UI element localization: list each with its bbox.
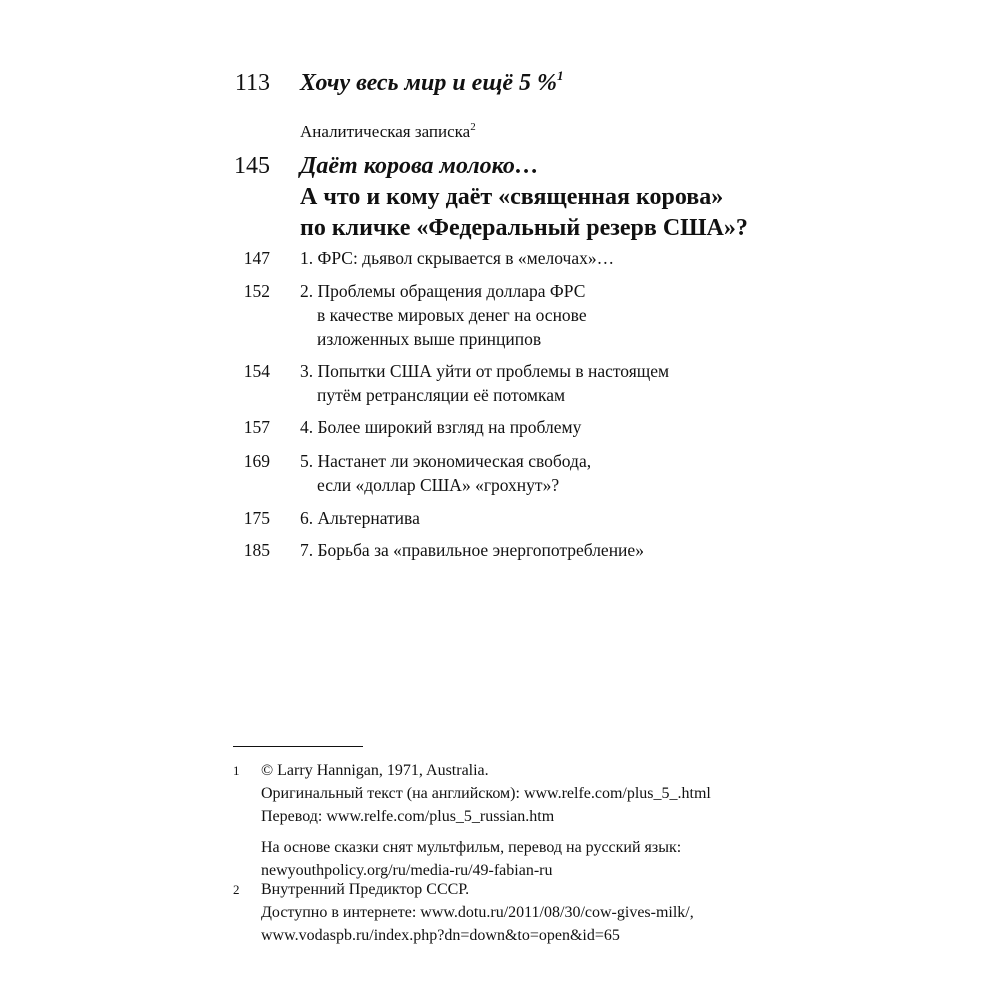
- footnote-line: www.vodaspb.ru/index.php?dn=down&to=open&id=65: [261, 927, 620, 944]
- toc-item: [300, 506, 420, 530]
- toc-item-line: 6. Альтернатива: [300, 508, 420, 528]
- toc-item-line: если «доллар США» «грохнут»?: [317, 475, 560, 495]
- toc-item: [300, 449, 591, 497]
- footnote-line: Оригинальный текст (на английском): www.relfe.com/plus_5_.html: [261, 785, 711, 802]
- toc-item-line: 3. Попытки США уйти от проблемы в настоящем: [300, 361, 670, 381]
- toc-item: [300, 279, 587, 351]
- item-page-number: 157: [243, 417, 270, 437]
- footnote-ref-1: 1: [556, 68, 564, 83]
- footnote-line: Перевод: www.relfe.com/plus_5_russian.htm: [261, 808, 555, 825]
- toc-item-line: 5. Настанет ли экономическая свобода,: [300, 451, 592, 471]
- section-label: [300, 121, 476, 145]
- footnote-line: Доступно в интернете: www.dotu.ru/2011/08/30/cow-gives-milk/,: [261, 904, 694, 921]
- toc-item-line: путём ретрансляции её потомкам: [317, 385, 566, 405]
- item-page-number: 185: [243, 540, 270, 560]
- item-page-number: 175: [243, 508, 270, 528]
- footnote-mark: 1: [233, 763, 240, 778]
- toc-item-line: 7. Борьба за «правильное энергопотребление»: [300, 540, 644, 560]
- toc-item-line: изложенных выше принципов: [317, 329, 542, 349]
- footnote-divider: [233, 746, 363, 747]
- section-title-line-3: по кличке «Федеральный резерв США»?: [300, 215, 748, 241]
- footnote-line: Внутренний Предиктор СССР.: [261, 881, 470, 898]
- toc-item-line: 2. Проблемы обращения доллара ФРС: [300, 281, 586, 301]
- toc-item-line: 1. ФРС: дьявол скрывается в «мелочах»…: [300, 248, 615, 268]
- footnote-line: На основе сказки снят мультфильм, перевод на русский язык:: [261, 839, 682, 856]
- section-title-line-1: Даёт корова молоко…: [300, 153, 539, 179]
- toc-item: [300, 415, 581, 439]
- entry-page-number: 113: [234, 70, 270, 96]
- toc-item: [300, 246, 614, 270]
- footnote-line: © Larry Hannigan, 1971, Australia.: [261, 762, 489, 779]
- section-title: [300, 151, 748, 244]
- footnote-2: [233, 878, 694, 947]
- footnote-ref-2: 2: [470, 121, 476, 133]
- toc-item-line: в качестве мировых денег на основе: [317, 305, 587, 325]
- footnote-1: [233, 759, 711, 882]
- item-page-number: 169: [243, 451, 270, 471]
- entry-title: [300, 68, 563, 101]
- toc-item: [300, 359, 669, 407]
- item-page-number: 154: [243, 361, 270, 381]
- section-title-line-2: А что и кому даёт «священная корова»: [300, 184, 724, 210]
- entry-title-text: Хочу весь мир и ещё 5 %: [300, 70, 557, 96]
- toc-item: [300, 538, 644, 562]
- footnote-mark: 2: [233, 882, 240, 897]
- item-page-number: 147: [243, 248, 270, 268]
- section-page-number: 145: [234, 153, 270, 179]
- item-page-number: 152: [243, 281, 270, 301]
- section-label-text: Аналитическая записка: [300, 122, 471, 141]
- toc-item-line: 4. Более широкий взгляд на проблему: [300, 417, 582, 437]
- footnote-line: newyouthpolicy.org/ru/media-ru/49-fabian-ru: [261, 862, 553, 879]
